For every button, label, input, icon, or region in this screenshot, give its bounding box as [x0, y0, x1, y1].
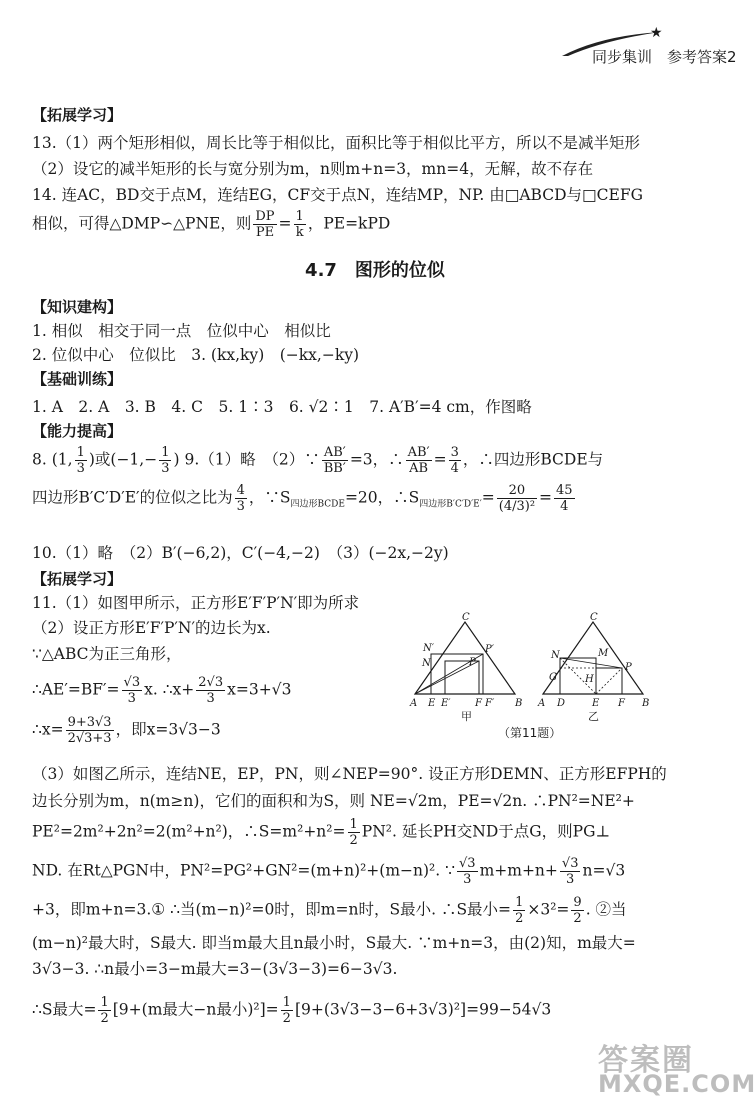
answer-11i [32, 857, 625, 886]
denominator: 4 [560, 499, 569, 514]
text: ，PE=kPD [307, 214, 391, 233]
text: ND. 在Rt△PGN中，PN²=PG²+GN²=(m+n)²+(m−n)². ∵ [32, 861, 455, 880]
fraction [554, 484, 575, 513]
answer-8-9: 8. (1, $\frac{1}{3}$ )或(−1,− $\frac{1}{3}$ ) 9.（1）略 （2）∵ $\frac{AB'}{BB'}$ =3，∴ $\frac{AB'}{AB}$ = $\frac{3}{4}$ ，∴四边形BCDE与 [32, 445, 604, 476]
answer-14a: 14. 连AC，BD交于点M，连结EG，CF交于点N，连结MP，NP. 由□ABCD与□CEFG [32, 186, 643, 204]
page-header-title: 同步集训 参考答案2 [592, 48, 737, 66]
denominator: 2 [515, 911, 524, 926]
basic-answers: 1. A 2. A 3. B 4. C 5. 1∶3 6. √2∶1 7. A′B′=4 cm，作图略 [32, 398, 532, 416]
numerator: 1 [161, 445, 170, 460]
text: x=3+√3 [227, 680, 292, 699]
text: PE²=2m²+2n²=2(m²+n²)，∴S=m²+n²= [32, 822, 346, 841]
answer-11j [32, 896, 627, 925]
fraction [253, 210, 276, 239]
chapter-title: 4.7 图形的位似 [305, 260, 445, 281]
answer-11d [32, 676, 291, 705]
denominator: 3 [127, 691, 136, 706]
vertex-label: E′ [441, 698, 451, 709]
star-icon: ★ [650, 25, 663, 41]
section-heading: 【基础训练】 [32, 370, 123, 388]
text: PN². 延长PH交ND于点G，则PG⊥ [361, 822, 611, 841]
vertex-label: D [557, 698, 566, 709]
fraction [449, 446, 461, 475]
fraction [322, 446, 348, 475]
denominator: 3 [76, 461, 85, 476]
denominator: 2 [100, 1011, 109, 1026]
text: ，∵S [248, 488, 291, 507]
subscript: 四边形BCDE [290, 499, 345, 510]
vertex-label: N [551, 650, 560, 661]
text: [9+(m最大−n最小)²]= [112, 1000, 279, 1019]
vertex-label: F′ [485, 698, 495, 709]
figure-jia [409, 612, 522, 723]
vertex-label: N′ [423, 643, 435, 654]
text: (1, [51, 450, 73, 469]
figure-yi [537, 612, 649, 723]
denominator: 4 [450, 461, 459, 476]
numerator: 1 [515, 895, 524, 910]
vertex-label: P′ [485, 644, 494, 655]
text: ，即x=3√3−3 [115, 720, 221, 739]
denominator: 3 [236, 499, 245, 514]
answer-11g: 边长分别为m，n(m≥n)，它们的面积和为S，则 NE=√2m，PE=√2n. ∴PN²=NE²+ [32, 792, 635, 810]
vertex-label: E [428, 698, 436, 709]
fraction [571, 896, 583, 925]
section-heading: 【能力提高】 [32, 422, 123, 440]
subscript: 四边形B′C′D′E′ [419, 499, 482, 510]
vertex-label: N [422, 658, 431, 669]
section-heading: 【拓展学习】 [32, 570, 123, 588]
vertex-label: F [618, 698, 625, 709]
text: [9+(3√3−3−6+3√3)²]=99−54√3 [294, 1000, 552, 1019]
denominator: AB [409, 461, 429, 476]
fraction [122, 676, 143, 705]
fraction [196, 676, 225, 705]
numerator: 3 [450, 445, 459, 460]
numerator: 1 [100, 995, 109, 1010]
knowledge-1: 1. 相似 相交于同一点 位似中心 相似比 [32, 322, 331, 340]
figure-label-yi: 乙 [588, 710, 599, 723]
numerator: 2√3 [198, 675, 224, 690]
numerator: 45 [556, 483, 573, 498]
text: =3，∴ [349, 450, 404, 469]
fraction [159, 446, 171, 475]
text: ) [173, 450, 180, 469]
text: . ②当 [585, 900, 627, 919]
section-heading: 【拓展学习】 [32, 106, 123, 124]
answer-11b: （2）设正方形E′F′P′N′的边长为x. [32, 619, 271, 637]
vertex-label: C [590, 612, 598, 623]
text: ∴AE′=BF′= [32, 680, 120, 699]
denominator: 3 [463, 872, 472, 887]
text: n=√3 [582, 861, 626, 880]
answer-13b: （2）设它的减半矩形的长与宽分别为m，n则m+n=3，mn=4，无解，故不存在 [32, 160, 594, 178]
triangle-figure [405, 612, 655, 730]
fraction [457, 857, 478, 886]
vertex-label: A [410, 698, 418, 709]
answer-11h [32, 818, 610, 847]
answer-13a: 13.（1）两个矩形相似，周长比等于相似比，面积比等于相似比平方，所以不是减半矩形 [32, 134, 641, 152]
numerator: 1 [295, 209, 304, 224]
numerator: 1 [282, 995, 291, 1010]
figure-caption: （第11题） [498, 726, 562, 740]
figure-label-jia: 甲 [461, 710, 472, 723]
watermark-bottom: MXQE.COM [598, 1070, 756, 1098]
vertex-label: G [549, 672, 557, 683]
denominator: 2 [573, 911, 582, 926]
vertex-label: A [538, 698, 546, 709]
numerator: 9+3√3 [67, 715, 112, 730]
section-heading: 【知识建构】 [32, 298, 123, 316]
text: 9.（1）略 （2）∵ [179, 450, 320, 469]
numerator: 9 [573, 895, 582, 910]
text: = [539, 488, 553, 507]
numerator: AB′ [322, 446, 348, 461]
answer-11c: ∵△ABC为正三角形， [32, 645, 182, 663]
fraction [75, 446, 87, 475]
vertex-label: B [515, 698, 523, 709]
denominator: BB′ [323, 461, 346, 476]
text: 相似，可得△DMP∽△PNE，则 [32, 214, 252, 233]
watermark-top: 答案圈 [598, 1043, 694, 1078]
text: m+m+n+ [479, 861, 558, 880]
numerator: DP [255, 209, 275, 224]
vertex-label: B [642, 698, 650, 709]
text: ∴x= [32, 720, 64, 739]
vertex-label: C [462, 612, 470, 623]
denominator: k [295, 225, 304, 240]
text: 四边形B′C′D′E′的位似之比为 [32, 488, 233, 507]
fraction [235, 484, 247, 513]
denominator: 3 [161, 461, 170, 476]
denominator: (4/3)² [498, 499, 536, 514]
numerator: √3 [561, 856, 579, 871]
text: ∴S最大= [32, 1000, 97, 1019]
vertex-label: M [598, 648, 609, 659]
fraction [406, 446, 432, 475]
answer-10: 10.（1）略 （2）B′(−6,2)，C′(−4,−2) （3）(−2x,−2y) [32, 544, 449, 562]
fraction [560, 857, 581, 886]
fraction [513, 896, 525, 925]
numerator: AB′ [407, 445, 430, 460]
text: ×3²= [527, 900, 570, 919]
answer-9-continued [32, 484, 577, 513]
vertex-label: E [592, 698, 600, 709]
watermark-logo [598, 1043, 756, 1098]
numerator: 20 [497, 484, 537, 499]
vertex-label: P [469, 657, 476, 668]
text: = [481, 488, 495, 507]
numerator: √3 [123, 675, 141, 690]
denominator: 3 [566, 872, 575, 887]
numerator: 4 [236, 483, 245, 498]
numerator: √3 [459, 856, 476, 871]
answer-11l: 3√3−3. ∴n最小=3−m最大=3−(3√3−3)=6−3√3. [32, 960, 398, 978]
knowledge-2: 2. 位似中心 位似比 3. (kx,ky) (−kx,−ky) [32, 346, 360, 364]
answer-11f: （3）如图乙所示，连结NE，EP，PN，则∠NEP=90°. 设正方形DEMN、正方形EFPH的 [32, 765, 667, 783]
numerator: 1 [349, 817, 358, 832]
text: 8. [32, 450, 52, 469]
fraction [348, 818, 360, 847]
denominator: PE [255, 225, 275, 240]
fraction [497, 484, 537, 513]
page-header [560, 25, 740, 78]
answer-11e [32, 716, 221, 745]
fraction [294, 210, 306, 239]
denominator: 2 [282, 1011, 291, 1026]
denominator: 3 [206, 691, 215, 706]
numerator: 1 [76, 445, 85, 460]
fraction [66, 716, 114, 745]
answer-11a: 11.（1）如图甲所示，正方形E′F′P′N′即为所求 [32, 594, 360, 612]
text: )或(−1,− [88, 450, 158, 469]
denominator: 2√3+3 [67, 731, 112, 746]
denominator: 2 [349, 833, 358, 848]
text: x. ∴x+ [144, 680, 195, 699]
vertex-label: F [475, 698, 482, 709]
text: ，∴四边形BCDE与 [462, 450, 604, 469]
text: =20，∴S [344, 488, 420, 507]
answer-11m [32, 996, 551, 1025]
answer-11k: (m−n)²最大时，S最大. 即当m最大且n最小时，S最大. ∵m+n=3，由(2)知，m最大= [32, 934, 636, 952]
vertex-label: H [585, 674, 594, 685]
fraction [281, 996, 293, 1025]
vertex-label: P [625, 662, 632, 673]
text: +3，即m+n=3.① ∴当(m−n)²=0时，即m=n时，S最小. ∴S最小= [32, 900, 512, 919]
answer-14b: 相似，可得△DMP∽△PNE，则 $\frac{DP}{PE}$ = $\frac{1}{k}$ ，PE=kPD [32, 209, 391, 240]
fraction [98, 996, 110, 1025]
